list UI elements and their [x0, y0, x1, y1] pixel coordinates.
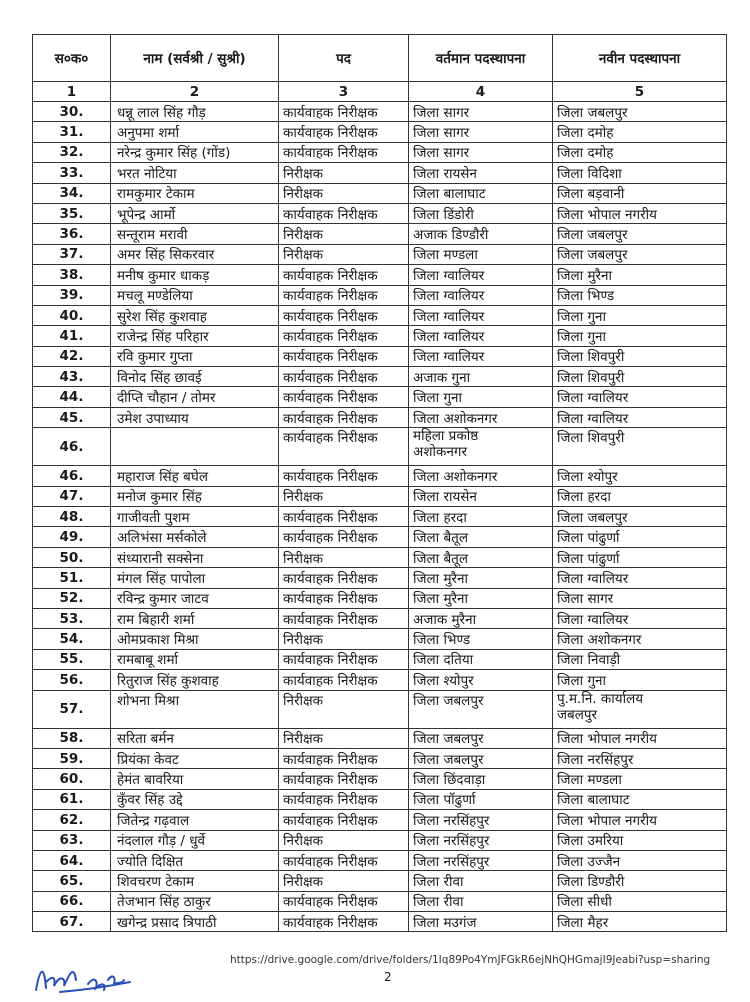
- serial-number-cell: 52.: [33, 588, 111, 608]
- column-number: 1: [33, 82, 111, 102]
- new-posting-cell: जिला जबलपुर: [553, 244, 727, 264]
- serial-number-cell: 54.: [33, 629, 111, 649]
- name-cell: नरेन्द्र कुमार सिंह (गोंड): [111, 142, 279, 162]
- table-row: [33, 891, 727, 911]
- current-posting-cell: [409, 428, 553, 466]
- table-row: [33, 244, 727, 264]
- post-cell: निरीक्षक: [279, 728, 409, 748]
- table-row: [33, 183, 727, 203]
- name-cell: विनोद सिंह छावई: [111, 367, 279, 387]
- serial-number-cell: 67.: [33, 912, 111, 932]
- new-posting-cell: जिला डिण्डौरी: [553, 871, 727, 891]
- post-cell: कार्यवाहक निरीक्षक: [279, 285, 409, 305]
- table-row: [33, 830, 727, 850]
- current-posting-cell: जिला रायसेन: [409, 486, 553, 506]
- new-posting-cell: जिला ग्वालियर: [553, 608, 727, 628]
- column-number: 4: [409, 82, 553, 102]
- current-posting-cell: जिला बालाघाट: [409, 183, 553, 203]
- header-new-posting: नवीन पदस्थापना: [553, 35, 727, 82]
- name-cell: उमेश उपाध्याय: [111, 407, 279, 427]
- name-cell: प्रियंका केवट: [111, 748, 279, 768]
- new-posting-cell: जिला सागर: [553, 588, 727, 608]
- post-cell: निरीक्षक: [279, 690, 409, 728]
- current-posting-cell: जिला जबलपुर: [409, 748, 553, 768]
- serial-number-cell: 31.: [33, 122, 111, 142]
- new-posting-cell: [553, 690, 727, 728]
- name-cell: गाजीवती पुशम: [111, 507, 279, 527]
- serial-number-cell: 38.: [33, 265, 111, 285]
- serial-number-cell: 36.: [33, 224, 111, 244]
- serial-number-cell: 64.: [33, 850, 111, 870]
- handwritten-signature: [30, 960, 180, 998]
- name-cell: राजेन्द्र सिंह परिहार: [111, 326, 279, 346]
- header-serial-number: स०क०: [33, 35, 111, 82]
- current-posting-cell: जिला नरसिंहपुर: [409, 850, 553, 870]
- post-cell: कार्यवाहक निरीक्षक: [279, 810, 409, 830]
- new-posting-cell: जिला निवाड़ी: [553, 649, 727, 669]
- column-number: 3: [279, 82, 409, 102]
- post-cell: निरीक्षक: [279, 183, 409, 203]
- name-cell: नंदलाल गौड़ / धुर्वे: [111, 830, 279, 850]
- name-cell: मंगल सिंह पापोला: [111, 568, 279, 588]
- table-row: [33, 568, 727, 588]
- name-cell: जितेन्द्र गढ़वाल: [111, 810, 279, 830]
- current-posting-cell: जिला ग्वालियर: [409, 305, 553, 325]
- current-posting-cell: जिला जबलपुर: [409, 728, 553, 748]
- name-cell: दीप्ति चौहान / तोमर: [111, 387, 279, 407]
- new-posting-line: जबलपुर: [557, 706, 598, 723]
- post-cell: कार्यवाहक निरीक्षक: [279, 850, 409, 870]
- table-row: [33, 527, 727, 547]
- column-number: 5: [553, 82, 727, 102]
- post-cell: कार्यवाहक निरीक्षक: [279, 346, 409, 366]
- current-posting-cell: जिला नरसिंहपुर: [409, 830, 553, 850]
- name-cell: रवि कुमार गुप्ता: [111, 346, 279, 366]
- footer-drive-link[interactable]: https://drive.google.com/drive/folders/1Iq89Po4YmJFGkR6ejNhQHGmajI9Jeabi?usp=sharing: [230, 954, 711, 966]
- post-cell: निरीक्षक: [279, 224, 409, 244]
- name-cell: सुरेश सिंह कुशवाह: [111, 305, 279, 325]
- serial-number-cell: 46.: [33, 466, 111, 486]
- post-cell: कार्यवाहक निरीक्षक: [279, 670, 409, 690]
- post-cell: निरीक्षक: [279, 486, 409, 506]
- new-posting-cell: जिला नरसिंहपुर: [553, 748, 727, 768]
- post-cell: कार्यवाहक निरीक्षक: [279, 142, 409, 162]
- table-row: [33, 486, 727, 506]
- page-number: 2: [384, 970, 392, 984]
- table-row: [33, 507, 727, 527]
- new-posting-cell: जिला ग्वालियर: [553, 568, 727, 588]
- serial-number-cell: 42.: [33, 346, 111, 366]
- name-cell: रामकुमार टेकाम: [111, 183, 279, 203]
- new-posting-cell: जिला हरदा: [553, 486, 727, 506]
- current-posting-cell: जिला भिण्ड: [409, 629, 553, 649]
- name-cell: खगेन्द्र प्रसाद त्रिपाठी: [111, 912, 279, 932]
- new-posting-cell: जिला शिवपुरी: [553, 367, 727, 387]
- name-cell: तेजभान सिंह ठाकुर: [111, 891, 279, 911]
- post-cell: निरीक्षक: [279, 163, 409, 183]
- table-row: [33, 670, 727, 690]
- serial-number-cell: 56.: [33, 670, 111, 690]
- new-posting-cell: जिला पांढुर्णा: [553, 547, 727, 567]
- column-number: 2: [111, 82, 279, 102]
- post-cell: कार्यवाहक निरीक्षक: [279, 305, 409, 325]
- serial-number-cell: 60.: [33, 769, 111, 789]
- current-posting-cell: जिला ग्वालियर: [409, 326, 553, 346]
- new-posting-cell: जिला शिवपुरी: [553, 428, 727, 466]
- name-cell: अनुपमा शर्मा: [111, 122, 279, 142]
- current-posting-cell: जिला दतिया: [409, 649, 553, 669]
- new-posting-line: पु.म.नि. कार्यालय: [557, 690, 644, 707]
- serial-number-cell: 61.: [33, 789, 111, 809]
- current-posting-line: अशोकनगर: [413, 444, 467, 461]
- serial-number-cell: 46.: [33, 428, 111, 466]
- serial-number-cell: 40.: [33, 305, 111, 325]
- new-posting-cell: जिला उज्जैन: [553, 850, 727, 870]
- table-row: [33, 407, 727, 427]
- current-posting-cell: जिला रीवा: [409, 871, 553, 891]
- current-posting-cell: जिला हरदा: [409, 507, 553, 527]
- serial-number-cell: 39.: [33, 285, 111, 305]
- current-posting-cell: अजाक गुना: [409, 367, 553, 387]
- serial-number-cell: 59.: [33, 748, 111, 768]
- post-cell: कार्यवाहक निरीक्षक: [279, 527, 409, 547]
- new-posting-cell: जिला जबलपुर: [553, 102, 727, 122]
- current-posting-cell: जिला श्योपुर: [409, 670, 553, 690]
- table-row: [33, 850, 727, 870]
- name-cell: मनोज कुमार सिंह: [111, 486, 279, 506]
- table-row: [33, 265, 727, 285]
- serial-number-cell: 41.: [33, 326, 111, 346]
- current-posting-cell: जिला गुना: [409, 387, 553, 407]
- serial-number-cell: 50.: [33, 547, 111, 567]
- new-posting-cell: जिला उमरिया: [553, 830, 727, 850]
- new-posting-cell: जिला दमोह: [553, 142, 727, 162]
- new-posting-cell: जिला भोपाल नगरीय: [553, 728, 727, 748]
- new-posting-cell: जिला विदिशा: [553, 163, 727, 183]
- table-row: [33, 871, 727, 891]
- post-cell: कार्यवाहक निरीक्षक: [279, 203, 409, 223]
- new-posting-cell: जिला मुरैना: [553, 265, 727, 285]
- name-cell: ओमप्रकाश मिश्रा: [111, 629, 279, 649]
- table-body: [33, 102, 727, 932]
- current-posting-cell: अजाक डिण्डौरी: [409, 224, 553, 244]
- name-cell: महाराज सिंह बघेल: [111, 466, 279, 486]
- name-cell: रितुराज सिंह कुशवाह: [111, 670, 279, 690]
- new-posting-cell: जिला मण्डला: [553, 769, 727, 789]
- table-row: [33, 728, 727, 748]
- post-cell: निरीक्षक: [279, 830, 409, 850]
- new-posting-cell: जिला ग्वालियर: [553, 387, 727, 407]
- table-row: [33, 367, 727, 387]
- post-cell: कार्यवाहक निरीक्षक: [279, 568, 409, 588]
- table-row: [33, 789, 727, 809]
- current-posting-cell: जिला छिंदवाड़ा: [409, 769, 553, 789]
- post-cell: कार्यवाहक निरीक्षक: [279, 912, 409, 932]
- post-cell: कार्यवाहक निरीक्षक: [279, 407, 409, 427]
- post-cell: कार्यवाहक निरीक्षक: [279, 769, 409, 789]
- post-cell: निरीक्षक: [279, 244, 409, 264]
- current-posting-cell: जिला सागर: [409, 142, 553, 162]
- post-cell: निरीक्षक: [279, 629, 409, 649]
- serial-number-cell: 43.: [33, 367, 111, 387]
- table-row: [33, 810, 727, 830]
- post-cell: कार्यवाहक निरीक्षक: [279, 326, 409, 346]
- table-row: [33, 163, 727, 183]
- table-row: [33, 285, 727, 305]
- post-cell: कार्यवाहक निरीक्षक: [279, 891, 409, 911]
- name-cell: [111, 428, 279, 466]
- current-posting-cell: जिला अशोकनगर: [409, 407, 553, 427]
- new-posting-cell: जिला बड़वानी: [553, 183, 727, 203]
- name-cell: राम बिहारी शर्मा: [111, 608, 279, 628]
- serial-number-cell: 34.: [33, 183, 111, 203]
- current-posting-cell: जिला मउगंज: [409, 912, 553, 932]
- current-posting-cell: जिला रायसेन: [409, 163, 553, 183]
- post-cell: निरीक्षक: [279, 547, 409, 567]
- serial-number-cell: 62.: [33, 810, 111, 830]
- table-row: [33, 769, 727, 789]
- current-posting-cell: जिला डिंडोरी: [409, 203, 553, 223]
- new-posting-cell: जिला अशोकनगर: [553, 629, 727, 649]
- new-posting-cell: जिला श्योपुर: [553, 466, 727, 486]
- new-posting-cell: जिला जबलपुर: [553, 507, 727, 527]
- current-posting-cell: जिला सागर: [409, 102, 553, 122]
- table-row: [33, 122, 727, 142]
- new-posting-cell: जिला भिण्ड: [553, 285, 727, 305]
- table-row: [33, 142, 727, 162]
- post-cell: कार्यवाहक निरीक्षक: [279, 466, 409, 486]
- table-row: [33, 629, 727, 649]
- new-posting-cell: जिला भोपाल नगरीय: [553, 810, 727, 830]
- table-row: [33, 690, 727, 728]
- serial-number-cell: 57.: [33, 690, 111, 728]
- current-posting-cell: जिला बैतूल: [409, 547, 553, 567]
- table-row: [33, 748, 727, 768]
- serial-number-cell: 30.: [33, 102, 111, 122]
- current-posting-cell: जिला अशोकनगर: [409, 466, 553, 486]
- name-cell: रामबाबू शर्मा: [111, 649, 279, 669]
- table-row: [33, 547, 727, 567]
- serial-number-cell: 53.: [33, 608, 111, 628]
- serial-number-cell: 35.: [33, 203, 111, 223]
- name-cell: शोभना मिश्रा: [111, 690, 279, 728]
- name-cell: संध्यारानी सक्सेना: [111, 547, 279, 567]
- table-row: [33, 387, 727, 407]
- name-cell: कुँवर सिंह उद्दे: [111, 789, 279, 809]
- serial-number-cell: 44.: [33, 387, 111, 407]
- name-cell: रविन्द्र कुमार जाटव: [111, 588, 279, 608]
- column-number-row: [33, 82, 727, 102]
- table-row: [33, 224, 727, 244]
- name-cell: सन्तूराम मरावी: [111, 224, 279, 244]
- header-row: [33, 35, 727, 82]
- post-cell: कार्यवाहक निरीक्षक: [279, 608, 409, 628]
- name-cell: ज्योति दिक्षित: [111, 850, 279, 870]
- current-posting-line: महिला प्रकोष्ठ: [413, 428, 479, 445]
- post-cell: कार्यवाहक निरीक्षक: [279, 649, 409, 669]
- new-posting-cell: जिला मैहर: [553, 912, 727, 932]
- current-posting-cell: जिला नरसिंहपुर: [409, 810, 553, 830]
- name-cell: मचलू मण्डेलिया: [111, 285, 279, 305]
- table-row: [33, 912, 727, 932]
- table-row: [33, 649, 727, 669]
- table-row: [33, 608, 727, 628]
- name-cell: भरत नोटिया: [111, 163, 279, 183]
- header-name: नाम (सर्वश्री / सुश्री): [111, 35, 279, 82]
- serial-number-cell: 32.: [33, 142, 111, 162]
- current-posting-cell: जिला पॉढुर्णा: [409, 789, 553, 809]
- new-posting-cell: जिला भोपाल नगरीय: [553, 203, 727, 223]
- new-posting-cell: जिला सीधी: [553, 891, 727, 911]
- new-posting-cell: जिला दमोह: [553, 122, 727, 142]
- serial-number-cell: 49.: [33, 527, 111, 547]
- table-row: [33, 588, 727, 608]
- current-posting-cell: जिला ग्वालियर: [409, 285, 553, 305]
- new-posting-cell: जिला गुना: [553, 305, 727, 325]
- new-posting-cell: जिला पांढुर्णा: [553, 527, 727, 547]
- post-cell: कार्यवाहक निरीक्षक: [279, 387, 409, 407]
- new-posting-cell: जिला बालाघाट: [553, 789, 727, 809]
- post-cell: कार्यवाहक निरीक्षक: [279, 265, 409, 285]
- name-cell: धन्नू लाल सिंह गौड़: [111, 102, 279, 122]
- serial-number-cell: 51.: [33, 568, 111, 588]
- post-cell: कार्यवाहक निरीक्षक: [279, 102, 409, 122]
- current-posting-cell: जिला मुरैना: [409, 568, 553, 588]
- post-cell: निरीक्षक: [279, 871, 409, 891]
- serial-number-cell: 66.: [33, 891, 111, 911]
- serial-number-cell: 55.: [33, 649, 111, 669]
- new-posting-cell: जिला गुना: [553, 326, 727, 346]
- serial-number-cell: 33.: [33, 163, 111, 183]
- serial-number-cell: 65.: [33, 871, 111, 891]
- current-posting-cell: जिला सागर: [409, 122, 553, 142]
- new-posting-cell: जिला जबलपुर: [553, 224, 727, 244]
- post-cell: कार्यवाहक निरीक्षक: [279, 507, 409, 527]
- current-posting-cell: अजाक मुरैना: [409, 608, 553, 628]
- table-row: [33, 203, 727, 223]
- name-cell: अलिभंसा मर्सकोले: [111, 527, 279, 547]
- name-cell: हेमंत बावरिया: [111, 769, 279, 789]
- serial-number-cell: 63.: [33, 830, 111, 850]
- serial-number-cell: 58.: [33, 728, 111, 748]
- table-row: [33, 305, 727, 325]
- new-posting-cell: जिला ग्वालियर: [553, 407, 727, 427]
- post-cell: कार्यवाहक निरीक्षक: [279, 588, 409, 608]
- current-posting-cell: जिला मुरैना: [409, 588, 553, 608]
- current-posting-cell: जिला ग्वालियर: [409, 346, 553, 366]
- current-posting-cell: जिला रीवा: [409, 891, 553, 911]
- serial-number-cell: 45.: [33, 407, 111, 427]
- serial-number-cell: 47.: [33, 486, 111, 506]
- name-cell: भूपेन्द्र आर्मो: [111, 203, 279, 223]
- name-cell: मनीष कुमार धाकड़: [111, 265, 279, 285]
- current-posting-cell: जिला जबलपुर: [409, 690, 553, 728]
- current-posting-cell: जिला मण्डला: [409, 244, 553, 264]
- post-cell: कार्यवाहक निरीक्षक: [279, 428, 409, 466]
- table-row: [33, 346, 727, 366]
- table-row: [33, 466, 727, 486]
- table-row: [33, 428, 727, 466]
- name-cell: अमर सिंह सिकरवार: [111, 244, 279, 264]
- current-posting-cell: जिला बैतूल: [409, 527, 553, 547]
- new-posting-cell: जिला शिवपुरी: [553, 346, 727, 366]
- table-row: [33, 102, 727, 122]
- table-row: [33, 326, 727, 346]
- new-posting-cell: जिला गुना: [553, 670, 727, 690]
- post-cell: कार्यवाहक निरीक्षक: [279, 748, 409, 768]
- serial-number-cell: 37.: [33, 244, 111, 264]
- transfer-list-table: [32, 34, 727, 932]
- post-cell: कार्यवाहक निरीक्षक: [279, 789, 409, 809]
- header-post: पद: [279, 35, 409, 82]
- name-cell: शिवचरण टेकाम: [111, 871, 279, 891]
- current-posting-cell: जिला ग्वालियर: [409, 265, 553, 285]
- header-current-posting: वर्तमान पदस्थापना: [409, 35, 553, 82]
- post-cell: कार्यवाहक निरीक्षक: [279, 122, 409, 142]
- post-cell: कार्यवाहक निरीक्षक: [279, 367, 409, 387]
- serial-number-cell: 48.: [33, 507, 111, 527]
- name-cell: सरिता बर्मन: [111, 728, 279, 748]
